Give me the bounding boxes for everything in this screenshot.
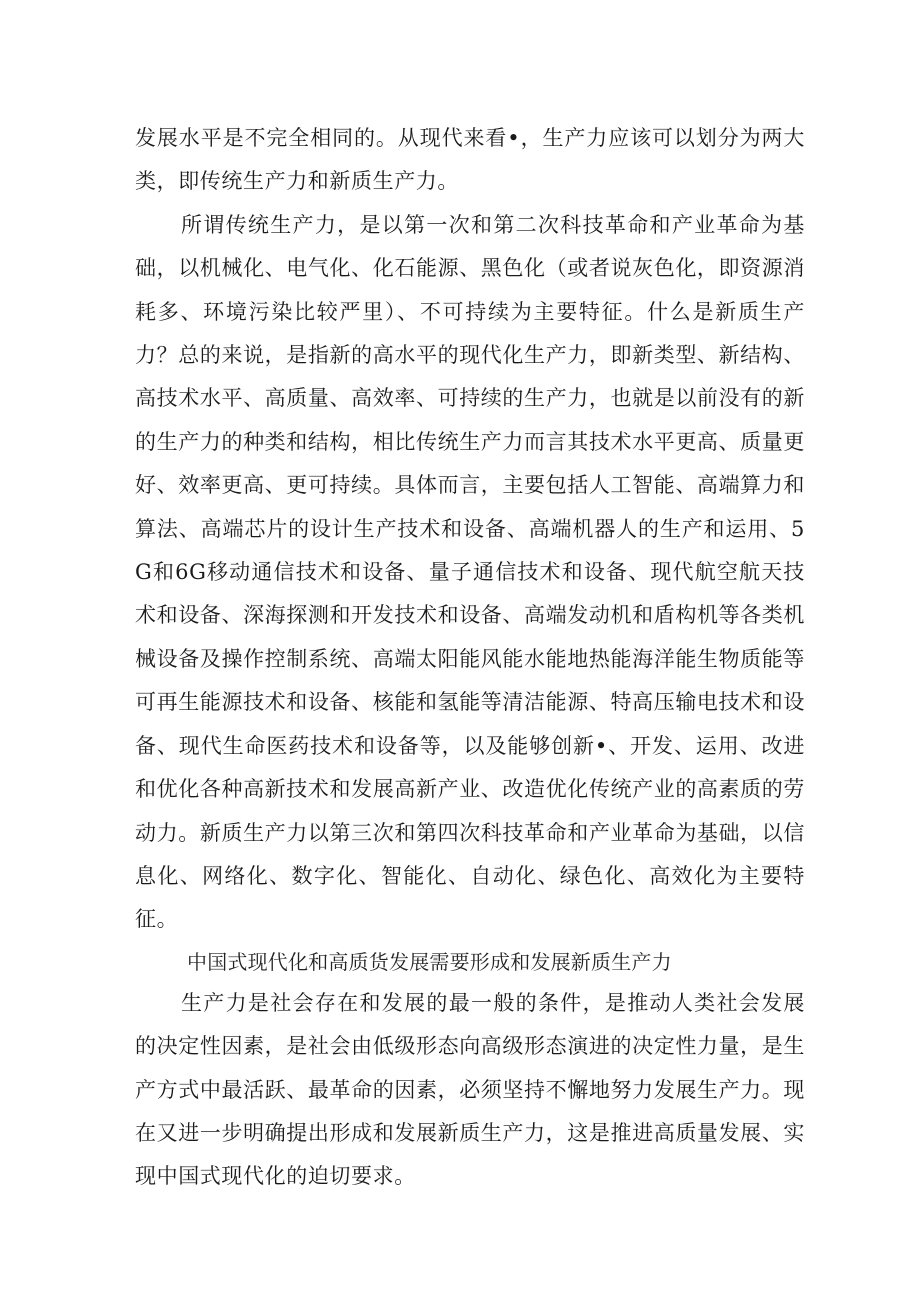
paragraph-continuation: 发展水平是不完全相同的。从现代来看•，生产力应该可以划分为两大类，即传统生产力和新质生产力。 — [135, 126, 805, 194]
paragraph-closing: 生产力是社会存在和发展的最一般的条件，是推动人类社会发展的决定性因素，是社会由低级形态向高级形态演进的决定性力量，是生产方式中最活跃、最革命的因素，必须坚持不懈地努力发展生产力。现在又进一步明确提出形成和发展新质生产力，这是推进高质量发展、实现中国式现代化的迫切要求。 — [135, 990, 805, 1189]
paragraph-traditional-vs-new: 所谓传统生产力，是以第一次和第二次科技革命和产业革命为基础，以机械化、电气化、化石能源、黑色化（或者说灰色化，即资源消耗多、环境污染比较严里）、不可持续为主要特征。什么是新质生产力？总的来说，是指新的高水平的现代化生产力，即新类型、新结构、高技术水平、高质量、高效率、可持续的生产力，也就是以前没有的新的生产力的种类和结构，相比传统生产力而言其技术水平更高、质量更好、效率更高、更可持续。具体而言，主要包括人工智能、高端算力和算法、高端芯片的设计生产技术和设备、高端机器人的生产和运用、5G和6G移动通信技术和设备、量子通信技术和设备、现代航空航天技术和设备、深海探测和开发技术和设备、高端发动机和盾构机等各类机械设备及操作控制系统、高端太阳能风能水能地热能海洋能生物质能等可再生能源技术和设备、核能和氢能等清洁能源、特高压输电技术和设备、现代生命医药技术和设备等，以及能够创新•、开发、运用、改进和优化各种高新技术和发展高新产业、改造优化传统产业的高素质的劳动力。新质生产力以第三次和第四次科技革命和产业革命为基础，以信息化、网络化、数字化、智能化、自动化、绿色化、高效化为主要特征。 — [135, 212, 805, 932]
section-heading: 中国式现代化和高质货发展需要形成和发展新质生产力 — [187, 949, 672, 974]
document-body — [135, 117, 805, 1199]
